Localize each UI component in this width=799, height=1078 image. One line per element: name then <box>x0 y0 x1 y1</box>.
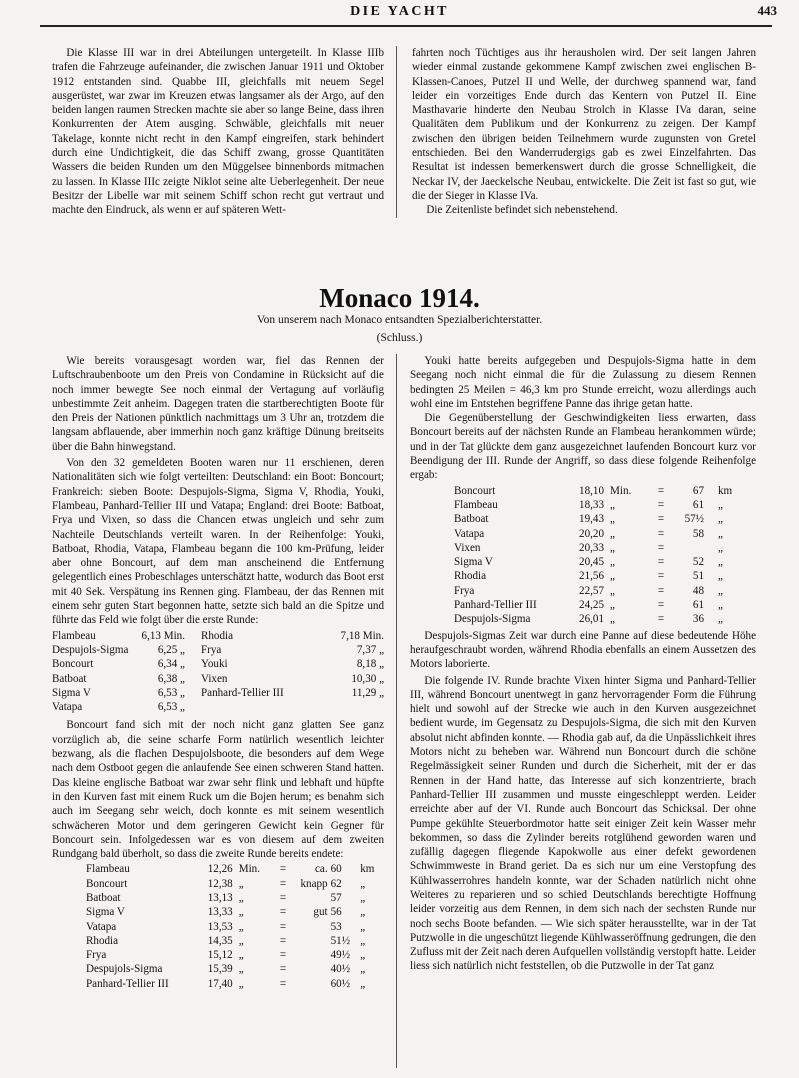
table-cell: 18,10 <box>579 484 604 497</box>
table-cell: 15,39 <box>207 963 233 976</box>
table-cell: Frya <box>454 584 475 597</box>
table-row <box>52 686 384 700</box>
table-row <box>86 934 384 948</box>
table-cell <box>308 700 384 714</box>
table-cell: Panhard-Tellier III <box>454 599 537 612</box>
table-cell: = <box>279 949 287 962</box>
table-cell: = <box>657 527 665 540</box>
table-cell <box>294 934 328 948</box>
table-row <box>454 498 746 512</box>
table-cell: 52 <box>692 556 704 569</box>
table-cell: = <box>279 906 287 919</box>
table-cell: „ <box>610 584 615 597</box>
table-cell: 6,13 Min. <box>141 629 185 642</box>
table-cell: „ <box>360 920 366 933</box>
table-cell: 17,40 <box>207 977 233 990</box>
table-row <box>52 629 384 643</box>
right-column <box>410 354 756 974</box>
table-cell: Frya <box>86 949 107 962</box>
table-cell: Despujols-Sigma <box>52 643 129 656</box>
table-cell: 11,29 „ <box>351 686 384 699</box>
table-cell: Boncourt <box>52 658 94 671</box>
table-cell: „ <box>360 977 366 990</box>
table-cell <box>294 948 328 962</box>
table-cell: „ <box>610 556 615 569</box>
table-cell: 10,30 „ <box>351 672 384 685</box>
table-cell: 19,43 <box>579 513 604 526</box>
table-row <box>86 977 384 991</box>
table-cell: „ <box>610 570 615 583</box>
table-cell: „ <box>360 963 366 976</box>
table-cell: = <box>279 934 287 947</box>
table-cell: Youki <box>200 658 228 671</box>
table-cell: 6,34 „ <box>157 658 185 671</box>
table-cell: 6,53 „ <box>157 701 185 714</box>
table-cell: 12,38 <box>207 877 233 890</box>
table-cell <box>294 891 328 905</box>
table-cell: = <box>657 541 665 554</box>
table-cell: 13,13 <box>207 891 233 904</box>
table-cell <box>672 541 704 555</box>
table-cell: = <box>657 556 665 569</box>
table-cell: „ <box>360 949 366 962</box>
table-cell <box>294 920 328 934</box>
table-cell: „ <box>238 877 244 890</box>
table-cell: km <box>718 484 733 497</box>
table-row <box>86 962 384 976</box>
table-cell: „ <box>610 599 615 612</box>
table-row <box>454 569 746 583</box>
table-cell: Rhodia <box>454 570 487 583</box>
table-cell: 26,01 <box>579 613 604 626</box>
table-cell: 60 <box>330 863 342 876</box>
table-cell: ca. <box>314 863 328 876</box>
table-cell: = <box>279 877 287 890</box>
table-cell: Batboat <box>86 891 121 904</box>
paragraph: Despujols-Sigmas Zeit war durch eine Panne auf diese bedeutende Höhe heraufgeschraubt worden, während Rhodia ebenfalls an einem Aussetzen des Motors laborierte. <box>410 629 756 671</box>
paragraph: Boncourt fand sich mit der noch nicht ganz glatten See ganz vorzüglich ab, die seine scharfe Form natürlich wesentlich leichter bezwang, als die flachen Despujolsboote, die besonders auf dem Wege nach dem Ostboot gegen die anlaufende See einen schweren Stand hatten. Das kleine englische Batboat war zwar sehr flink und lebhaft und hüpfte in den Kurven fast mit einem Ruck um die Bojen herum; es benahm sich auch im Seegang sehr weich, doch konnte es mit seinem wesentlich schwächeren Motor und dem geringeren Gewicht kein Gegner für Boncourt sein. Infolgedessen war es von diesem auf dem zweiten Rundgang bald überholt, so dass die zweite Runde bereits endete: <box>52 719 384 861</box>
table-row <box>52 643 384 657</box>
table-row <box>86 905 384 919</box>
table-cell: „ <box>238 891 244 904</box>
table-cell: 20,20 <box>579 527 604 540</box>
table-cell: = <box>657 584 665 597</box>
table-cell: Vixen <box>454 541 481 554</box>
table-cell: 24,25 <box>579 599 604 612</box>
table-cell: „ <box>718 556 723 569</box>
table-row <box>52 657 384 671</box>
paragraph: Die Zeitenliste befindet sich nebenstehend. <box>426 204 618 217</box>
header-rule <box>40 25 772 27</box>
table-cell: Vatapa <box>86 920 117 933</box>
table-cell: Batboat <box>52 672 87 685</box>
table-cell: „ <box>238 906 244 919</box>
table-cell: 13,53 <box>207 920 233 933</box>
page-number: 443 <box>757 3 777 18</box>
table-cell: „ <box>238 977 244 990</box>
table-cell: 13,33 <box>207 906 233 919</box>
table-cell: 15,12 <box>207 949 233 962</box>
table-cell: 6,38 „ <box>157 672 185 685</box>
table-cell: = <box>657 570 665 583</box>
table-cell: „ <box>610 527 615 540</box>
table-cell: „ <box>718 527 723 540</box>
table-cell: „ <box>610 541 615 554</box>
table-cell: 8,18 „ <box>356 658 384 671</box>
table-cell: gut <box>313 906 328 919</box>
table-cell: Flambeau <box>454 498 498 511</box>
table-cell: Frya <box>200 643 222 656</box>
table-cell: „ <box>238 963 244 976</box>
first-round-table <box>52 629 384 715</box>
table-cell <box>185 700 308 714</box>
table-cell: = <box>657 613 665 626</box>
table-cell: „ <box>718 584 723 597</box>
table-row <box>86 877 384 891</box>
third-round-table <box>454 484 746 627</box>
table-cell: 7,37 „ <box>356 643 384 656</box>
paragraph: Youki hatte bereits aufgegeben und Despujols-Sigma hatte in dem Seegang noch nicht einmal die für die Zulassung zu diesem Rennen bedingten 25 Meilen = 46,3 km pro Stunde erreicht, wozu allerdings auch wohl eine im Entstehen begriffene Panne das ihrige getan hatte. <box>410 355 756 410</box>
table-cell: 56 <box>330 906 342 919</box>
table-cell: 57½ <box>684 513 704 526</box>
table-cell: Flambeau <box>86 863 130 876</box>
table-cell: = <box>657 513 665 526</box>
table-cell: = <box>657 498 665 511</box>
table-cell: 58 <box>692 527 704 540</box>
table-cell: „ <box>238 949 244 962</box>
table-cell: 51½ <box>330 934 351 947</box>
table-row <box>52 700 384 714</box>
article-subtitle: Von unserem nach Monaco entsandten Spezialberichterstatter. <box>256 314 543 326</box>
table-cell: 21,56 <box>579 570 604 583</box>
table-cell: 20,45 <box>579 556 604 569</box>
table-cell: Sigma V <box>454 556 493 569</box>
table-cell: Batboat <box>454 513 489 526</box>
table-cell: „ <box>610 513 615 526</box>
table-cell: Panhard-Tellier III <box>200 686 284 699</box>
table-cell: 67 <box>692 484 704 497</box>
paragraph: Die Klasse III war in drei Abteilungen untergeteilt. In Klasse IIIb trafen die Fahrzeuge aufeinander, die zwischen Januar 1911 und Oktober 1912 entstanden sind. Quabbe III, gleichfalls mit neuem Segel ausgerüstet, war zwar im Kreuzen etwas langsamer als der Argo, auf den beiden langen raumen Strecken machte sie aber so lange Beine, dass ihren Konkurrenten der Atem ausging. Schwäble, gleichfalls mit neuer Takelage, konnte nicht recht in den Kampf eingreifen, stark behindert durch eine Undichtigkeit, die das Schiff zwang, grosse Quantitäten Wassers die beiden Runden um den Müggelsee binnenbords mitmachen zu lassen. In Klasse IIIc zeigte Niklot seine alte Ueberlegenheit. Der neue Besitzr der Libelle war mit seinem Schiff schon recht gut vertraut und machte den Eindruck, als wenn er auf späteren Wett- <box>52 47 384 217</box>
table-cell: „ <box>718 498 723 511</box>
table-cell: Vatapa <box>52 701 83 714</box>
table-cell: „ <box>360 877 366 890</box>
table-cell: 20,33 <box>579 541 604 554</box>
table-cell: Sigma V <box>86 906 125 919</box>
paragraph: Wie bereits vorausgesagt worden war, fiel das Rennen der Luftschraubenboote um den Preis von Condamine in Rücksicht auf die noch immer bewegte See noch einmal der Vertagung auf vorläufig unbestimmte Zeit anheim. Dagegen traten die startberechtigten Boote für den Preis der Nationen pünktlich nachmittags um 3 Uhr an, trotzdem die langsam abflauende, aber immerhin noch ganz kräftige Dünung breitseits über die Bahn hinwegstand. <box>52 355 384 453</box>
table-row <box>86 891 384 905</box>
table-cell <box>294 977 328 991</box>
table-cell: 40½ <box>330 963 351 976</box>
table-cell: = <box>279 920 287 933</box>
journal-header: DIE YACHT <box>350 4 449 19</box>
table-cell: 14,35 <box>207 934 233 947</box>
table-cell: 48 <box>692 584 704 597</box>
table-cell: 36 <box>692 613 704 626</box>
table-cell: „ <box>360 891 366 904</box>
table-cell: „ <box>360 934 366 947</box>
table-cell: 61 <box>692 599 704 612</box>
table-cell: Rhodia <box>200 629 234 642</box>
table-cell: 53 <box>330 920 342 933</box>
table-cell <box>294 962 328 976</box>
table-row <box>454 541 746 555</box>
table-cell: Despujols-Sigma <box>86 963 163 976</box>
table-cell: = <box>657 599 665 612</box>
table-row <box>454 484 746 498</box>
table-cell: „ <box>718 613 723 626</box>
paragraph: Die folgende IV. Runde brachte Vixen hinter Sigma und Panhard-Tellier III, während Boncourt unentwegt in ganz hervorragender Form die Führung hielt und sowohl auf der Strecke wie auch in den Kurven ausgezeichnet bedient wurde, im Gegensatz zu Despujols-Sigma, die sich mit den Kurven absolut nicht abfinden konnte. — Rhodia gab auf, da die Unpässlichkeit ihres Motors nicht zu beheben war. Während nun Boncourt durch die schöne Regelmässigkeit seiner Runden und durch die Sicherheit, mit der er das Rennen in der Hand hatte, das Interesse auf sich konzentrierte, brach Panhard-Tellier III zusammen und musste eingeschleppt werden. Leider erreichte aber auf der VI. Runde auch Boncourt das Schicksal. Der ohne Pumpe gekühlte Steuerbordmotor hatte seit einiger Zeit kein Wasser mehr bekommen, so dass die Zylinder bereits rotglühend geworden waren und zufällig dagegen fliegende Kapokwolle aus einer defekt gewordenen Schwimmweste in Brand geriet. Da es sich nur um eine Verstopfung des Kühlwasserrohres handeln konnte, war der Schaden natürlich nicht ohne Weiteres zu reparieren und so schied Deutschlands berechtigte Hoffnung leider vorzeitig aus dem Rennen, in dem sich nach der sechsten Runde nur noch sechs Boote befanden. — Wie sich später herausstellte, war in der Tat Putzwolle in die ungeschützt liegende Kühlwasseröffnung gedrungen, die den Zufluss mit der Zeit nach deren Aufquellen vollständig verstopft hatte. Leider liess sich natürlich nicht feststellen, ob die Putzwolle in der Tat ganz <box>410 674 756 973</box>
table-cell: Min. <box>610 484 632 497</box>
table-cell: Panhard-Tellier III <box>86 977 169 990</box>
table-cell: „ <box>610 498 615 511</box>
table-row <box>86 920 384 934</box>
table-cell: 22,57 <box>579 584 604 597</box>
table-cell: = <box>279 863 287 876</box>
table-cell: „ <box>238 934 244 947</box>
table-cell: 61 <box>692 498 704 511</box>
paragraph: fahrten noch Tüchtiges aus ihr herausholen wird. Der seit langen Jahren wieder einmal zustande gekommene Kampf zwischen zwei englischen B-Klassen-Canoes, Putzel II und Welle, der durchweg spannend war, fand leider ein vorzeitiges Ende durch das Kentern von Putzel II. Eine Masthavarie hinderte den Neubau Strolch in Klasse IVa daran, seine Qualitäten dem Publikum und der Konkurrenz zu zeigen. Der Kampf zwischen den übrigen beiden Teilnehmern wurde zugunsten von Gretel entschieden. Bei den Wanderrudergigs gab es zwei Einzelfahrten. Das Resultat ist indessen bemerkenswert durch die grosse Schnelligkeit, die Neckar IV, der Jaeckelsche Neubau, entwickelte. Die Zeit ist fast so gut, wie die der Sieger in Klasse IVa. <box>412 47 756 202</box>
table-row <box>454 612 746 626</box>
table-cell: = <box>279 977 287 990</box>
table-cell: Boncourt <box>86 877 128 890</box>
table-cell: km <box>360 863 375 876</box>
table-cell: „ <box>238 920 244 933</box>
table-cell: 6,53 „ <box>157 686 185 699</box>
article-note: (Schluss.) <box>376 332 423 344</box>
table-cell: 12,26 <box>207 863 233 876</box>
table-cell: = <box>657 484 665 497</box>
table-cell: Rhodia <box>86 934 119 947</box>
table-cell: „ <box>718 541 723 554</box>
table-cell: „ <box>360 906 366 919</box>
table-cell: = <box>279 963 287 976</box>
table-row <box>86 862 384 876</box>
second-round-table <box>86 862 384 991</box>
table-cell: knapp <box>300 877 328 890</box>
table-cell: 62 <box>330 877 342 890</box>
table-cell: Min. <box>238 863 260 876</box>
table-row <box>454 527 746 541</box>
table-cell: 18,33 <box>579 498 604 511</box>
table-cell: 6,25 „ <box>157 643 185 656</box>
table-row <box>454 584 746 598</box>
table-cell: „ <box>718 513 723 526</box>
table-row <box>454 555 746 569</box>
table-cell: Sigma V <box>52 686 91 699</box>
top-left-column <box>52 46 397 218</box>
table-row <box>454 598 746 612</box>
table-row <box>86 948 384 962</box>
table-cell: 57 <box>330 891 342 904</box>
table-cell: 51 <box>692 570 704 583</box>
table-cell: 49½ <box>330 949 351 962</box>
table-cell: „ <box>718 570 723 583</box>
article-title: Monaco 1914. <box>319 283 480 313</box>
left-column <box>52 354 397 1068</box>
table-cell: Vatapa <box>454 527 485 540</box>
table-row <box>52 672 384 686</box>
table-row <box>454 512 746 526</box>
table-cell: „ <box>718 599 723 612</box>
table-cell: Despujols-Sigma <box>454 613 531 626</box>
table-cell: „ <box>610 613 615 626</box>
paragraph: Von den 32 gemeldeten Booten waren nur 11 erschienen, deren Nationalitäten sich wie folgt verteilten: Deutschland: ein Boot: Boncourt; Frankreich: sieben Boote: Despujols-Sigma, Sigma V, Rhodia, Youki, Flambeau, Panhard-Tellier III und Vatapa; England: drei Boote: Batboat, Frya und Vixen, so dass die Chancen etwas ungleich und sehr zum Nachteile Deutschlands verteilt waren. In der Reihenfolge: Youki, Batboat, Rhodia, Vatapa, Flambeau begann die 100 km-Prüfung, leider aber ohne Boncourt, auf dem man anscheinend die Entfernung gelegentlich eines Probeschlages unterschätzt hatte, wodurch das Boot erst mit 40 Sek. Verspätung ins Rennen ging. Flambeau, der das Rennen mit einem sehr guten Start begonnen hatte, setzte sich bald an die Spitze und führte das Feld wie folgt über die erste Runde: <box>52 457 384 627</box>
table-cell: Vixen <box>200 672 228 685</box>
table-cell: Flambeau <box>52 629 96 642</box>
table-cell: 60½ <box>330 977 351 990</box>
table-cell: = <box>279 891 287 904</box>
table-cell: Boncourt <box>454 484 496 497</box>
table-cell: 7,18 Min. <box>340 629 384 642</box>
top-right-column <box>412 46 756 218</box>
paragraph: Die Gegenüberstellung der Geschwindigkeiten liess erwarten, dass Boncourt bereits auf der nächsten Runde an Flambeau herankommen würde; und in der Tat glückte dem ganz ausgezeichnet laufenden Boncourt kurz vor Beendigung der III. Runde der Angriff, so dass diese folgende Reihenfolge ergab: <box>410 412 756 482</box>
